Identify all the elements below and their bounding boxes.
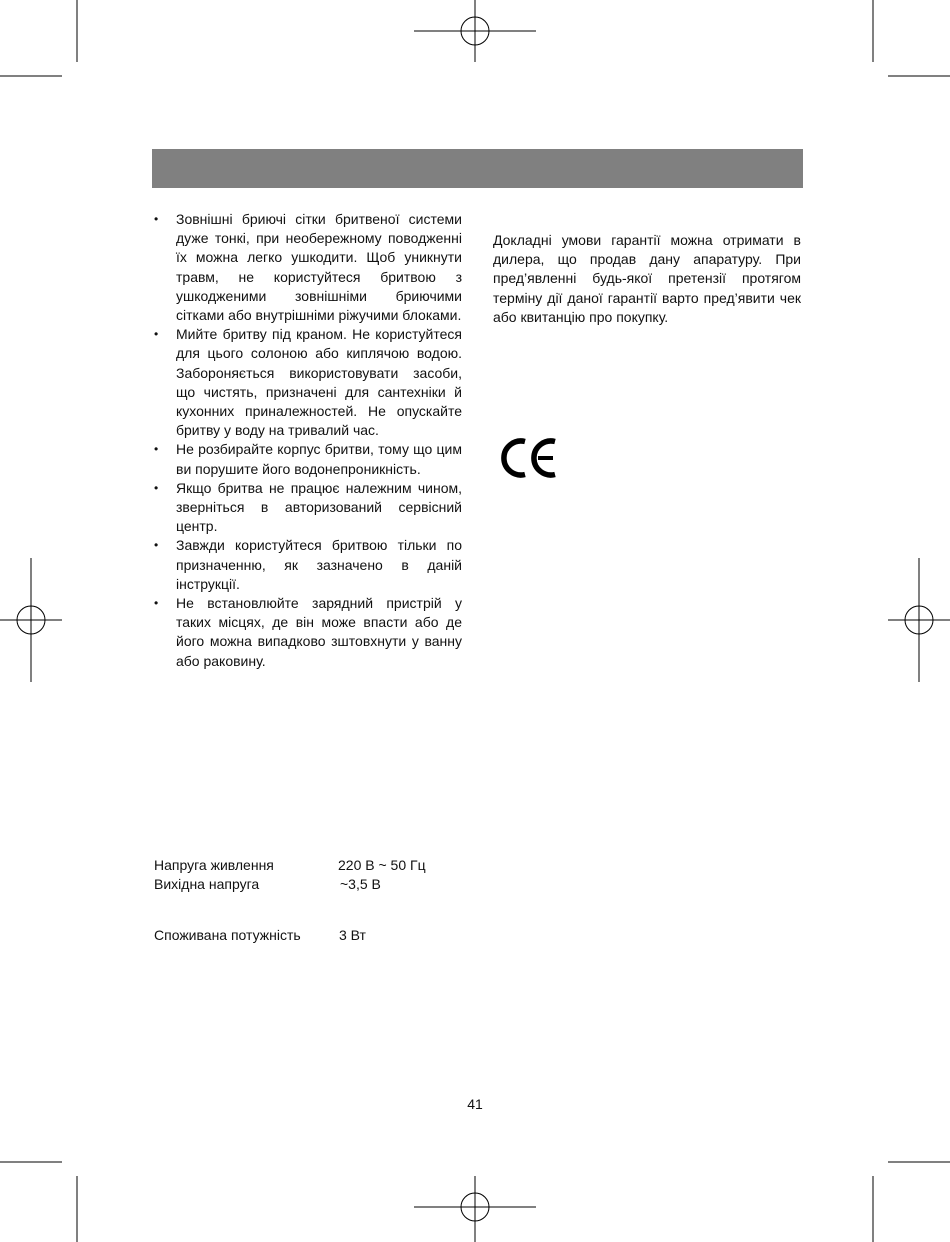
bullet-icon: • (154, 538, 159, 553)
list-item (152, 210, 462, 325)
list-item-text: Мийте бритву під краном. Не користуйтеся для цього солоною або киплячою водою. Забороняється використовувати засоби, що чистять, призначені для сантехніки й кухонних приналежностей. Не опускайте бритву у воду на тривалий час. (176, 326, 462, 439)
spec-label: Напруга живлення (154, 857, 274, 873)
safety-instructions-column (152, 210, 462, 671)
warranty-paragraph: Докладні умови гарантії можна отримати в дилера, що продав дану апаратуру. При пред’явленні будь-якої претензії протягом терміну дії даної гарантії варто пред’явити чек або квитанцію про покупку. (493, 232, 801, 325)
registration-target-bottom (414, 1176, 536, 1242)
registration-target-left (0, 558, 62, 682)
bullet-icon: • (154, 212, 159, 226)
bullet-icon: • (154, 596, 159, 611)
spec-label: Споживана потужність (154, 927, 301, 943)
ce-mark-icon (500, 437, 560, 479)
registration-target-top (414, 0, 536, 62)
page-number: 41 (467, 1096, 483, 1112)
list-item-text: Не встановлюйте зарядний пристрій у таких місцях, де він може впасти або де його можна випадково зштовхнути у ванну або раковину. (176, 595, 462, 669)
registration-target-right (888, 558, 950, 682)
list-item (152, 479, 462, 537)
list-item (152, 440, 462, 478)
bullet-icon: • (154, 480, 159, 495)
spec-value: 3 Вт (339, 927, 366, 943)
safety-list (152, 210, 462, 671)
spec-value: ~3,5 В (340, 876, 381, 892)
bullet-icon: • (154, 442, 159, 457)
list-item-text: Не розбирайте корпус бритви, тому що цим ви порушите його водонепроникність. (176, 441, 462, 477)
spec-label: Вихідна напруга (154, 876, 260, 892)
list-item-text: Якщо бритва не працює належним чином, зверніться в авторизований сервісний центр. (176, 479, 462, 535)
list-item (152, 536, 462, 594)
spec-value: 220 В ~ 50 Гц (338, 857, 426, 873)
list-item (152, 594, 462, 671)
list-item-text: Зовнішні бриючі сітки бритвеної системи дуже тонкі, при необережному поводженні їх можна легко ушкодити. Щоб уникнути травм, не користуйтеся бритвою з ушкодженими зовнішніми бриючими сітками або внутрішніми ріжучими блоками. (176, 211, 462, 324)
list-item-text: Завжди користуйтеся бритвою тільки по призначенню, як зазначено в даній інструкції. (176, 537, 462, 592)
section-header-bar (152, 149, 803, 188)
bullet-icon: • (154, 327, 159, 342)
list-item (152, 325, 462, 440)
